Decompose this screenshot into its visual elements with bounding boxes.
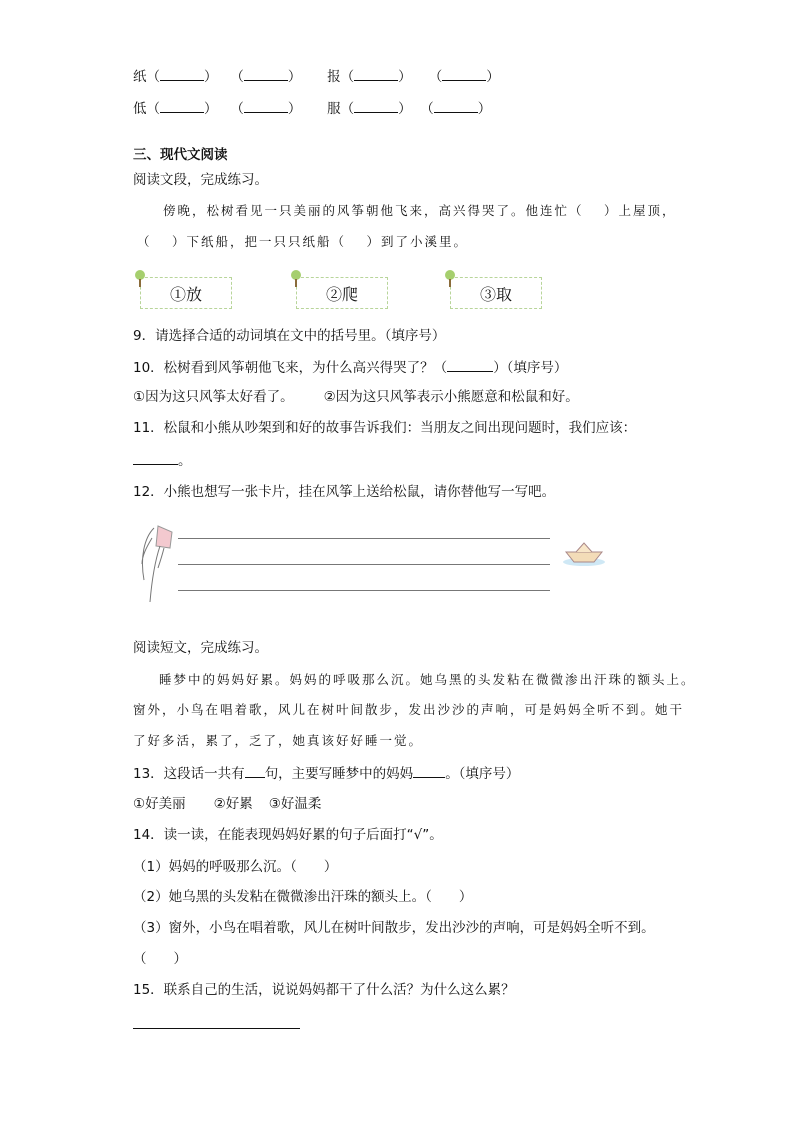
option-card	[296, 277, 388, 309]
q13-option: ②好累	[213, 796, 253, 812]
question-10	[133, 358, 567, 377]
reading2-instruction: 阅读短文，完成练习。	[133, 640, 268, 656]
char: 报	[327, 69, 341, 85]
answer-blank[interactable]	[245, 764, 265, 778]
reading1-passage-line: 傍晚，松树看见一只美丽的风筝朝他飞来，高兴得哭了。他连忙（ ）上屋顶，	[163, 203, 677, 218]
tree-icon	[445, 270, 455, 280]
answer-blank[interactable]	[244, 67, 288, 81]
question-14: 14．读一读，在能表现妈妈好累的句子后面打“√”。	[133, 827, 443, 843]
char: 纸	[133, 69, 147, 85]
char: 低	[133, 101, 147, 117]
q14-item: （2）她乌黑的头发粘在微微渗出汗珠的额头上。（ ）	[133, 889, 473, 905]
answer-blank[interactable]	[413, 764, 445, 778]
kite-illustration	[130, 518, 180, 608]
q10-option: ①因为这只风筝太好看了。	[133, 389, 294, 405]
reading2-passage-line: 窗外，小鸟在唱着歌，风儿在树叶间散步，发出沙沙的声响，可是妈妈全听不到。她干	[133, 702, 685, 717]
writing-line[interactable]	[178, 590, 550, 591]
question-11: 11．松鼠和小熊从吵架到和好的故事告诉我们：当朋友之间出现问题时，我们应该：	[133, 420, 637, 436]
q13-options	[133, 795, 321, 813]
question-15: 15．联系自己的生活，说说妈妈都干了什么活？为什么这么累？	[133, 982, 515, 998]
q14-item: （1）妈妈的呼吸那么沉。（ ）	[133, 859, 338, 875]
q13-text: 13．这段话一共有	[133, 766, 245, 782]
reading2-passage-line: 睡梦中的妈妈好累。妈妈的呼吸那么沉。她乌黑的头发粘在微微渗出汗珠的额头上。	[159, 672, 696, 687]
reading2-passage-line: 了好多活，累了，乏了，她真该好好睡一觉。	[133, 733, 424, 748]
tree-icon	[135, 270, 145, 280]
char: 服	[327, 101, 341, 117]
reading1-instruction: 阅读文段，完成练习。	[133, 172, 268, 188]
writing-line[interactable]	[178, 564, 550, 565]
writing-line[interactable]	[178, 538, 550, 539]
q10-suffix: ）（填序号）	[493, 360, 568, 376]
question-9: 9．请选择合适的动词填在文中的括号里。（填序号）	[133, 328, 446, 344]
option-label: ②爬	[325, 284, 358, 304]
period: 。	[178, 453, 192, 469]
question-12: 12．小熊也想写一张卡片，挂在风筝上送给松鼠，请你替他写一写吧。	[133, 484, 556, 500]
answer-blank[interactable]	[434, 99, 478, 113]
answer-blank[interactable]	[354, 99, 398, 113]
q10-options	[133, 388, 579, 406]
q10-option: ②因为这只风筝表示小熊愿意和松鼠和好。	[323, 389, 579, 405]
word-row-2: 低（ ） （ ） 服（ ） （ ）	[133, 101, 492, 117]
q13-option: ③好温柔	[268, 796, 322, 812]
q13-text: 。（填序号）	[445, 766, 520, 782]
option-label: ①放	[169, 284, 202, 304]
option-card	[140, 277, 232, 309]
word-row-1: 纸（ ） （ ） 报（ ） （ ）	[133, 69, 500, 85]
section-heading: 三、现代文阅读	[133, 147, 228, 163]
option-card	[450, 277, 542, 309]
q10-text: 10．松树看到风筝朝他飞来，为什么高兴得哭了？（	[133, 360, 448, 376]
q13-text: 句，主要写睡梦中的妈妈	[264, 766, 414, 782]
q13-option: ①好美丽	[133, 796, 186, 812]
answer-blank[interactable]	[160, 99, 204, 113]
paper-boat-illustration	[560, 542, 608, 568]
answer-blank[interactable]	[133, 451, 178, 465]
q14-answer-paren[interactable]: （ ）	[133, 951, 187, 967]
answer-blank[interactable]	[244, 99, 288, 113]
answer-blank[interactable]	[354, 67, 398, 81]
option-label: ③取	[479, 284, 512, 304]
question-13	[133, 764, 519, 783]
answer-blank[interactable]	[447, 358, 493, 372]
answer-blank[interactable]	[442, 67, 486, 81]
reading1-passage-line: （ ）下纸船，把一只只纸船（ ）到了小溪里。	[137, 234, 468, 249]
answer-line[interactable]	[133, 1028, 300, 1029]
tree-icon	[291, 270, 301, 280]
q11-answer	[133, 451, 192, 470]
answer-blank[interactable]	[160, 67, 204, 81]
q14-item: （3）窗外，小鸟在唱着歌，风儿在树叶间散步，发出沙沙的声响，可是妈妈全听不到。	[133, 920, 655, 936]
